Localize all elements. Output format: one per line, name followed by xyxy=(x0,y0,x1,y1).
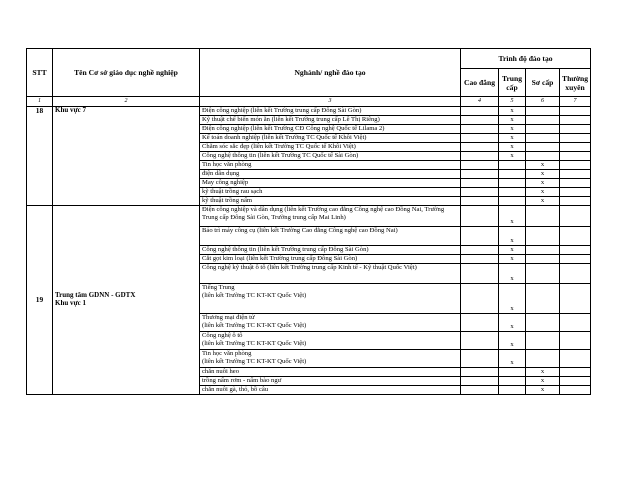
level-cell: x xyxy=(499,206,526,227)
major-cell: Tin học văn phòng xyxy=(200,161,461,170)
level-cell xyxy=(526,143,560,152)
level-cell xyxy=(526,264,560,284)
school-name: Trung tâm GDNN - GDTX xyxy=(55,291,136,300)
school-cell xyxy=(53,107,200,206)
level-cell xyxy=(560,377,591,386)
level-cell xyxy=(560,143,591,152)
major-cell: May công nghiệp xyxy=(200,179,461,188)
major-cell: Điện công nghiệp (liên kết Trường trung cấp Đông Sài Gòn) xyxy=(200,107,461,116)
level-cell xyxy=(461,170,499,179)
index-cell: 6 xyxy=(526,97,560,107)
table-body xyxy=(27,107,591,395)
level-cell xyxy=(526,284,560,314)
level-cell xyxy=(461,134,499,143)
level-cell xyxy=(560,125,591,134)
level-cell xyxy=(526,246,560,255)
level-cell: x xyxy=(526,188,560,197)
major-cell: Bảo trì máy công cụ (liên kết Trường Cao đẳng Công nghệ cao Đồng Nai) xyxy=(200,227,461,246)
school-name: Khu vực 7 xyxy=(55,106,87,114)
table-row xyxy=(27,107,591,116)
index-cell: 4 xyxy=(461,97,499,107)
level-cell: x xyxy=(526,197,560,206)
index-cell: 3 xyxy=(200,97,461,107)
level-cell xyxy=(461,227,499,246)
level-cell xyxy=(499,368,526,377)
major-cell: chăn nuôi gà, thỏ, bồ câu xyxy=(200,386,461,395)
level-cell: x xyxy=(499,125,526,134)
level-cell: x xyxy=(499,255,526,264)
level-cell xyxy=(499,386,526,395)
level-cell xyxy=(461,107,499,116)
level-cell xyxy=(461,246,499,255)
major-cell: Tin học văn phòng (liên kết Trường TC KT-KT Quốc Việt) xyxy=(200,350,461,368)
level-cell xyxy=(461,188,499,197)
level-cell xyxy=(526,134,560,143)
level-cell xyxy=(560,227,591,246)
header-school: Tên Cơ sở giáo dục nghề nghiệp xyxy=(53,49,200,97)
major-cell: Chăm sóc sắc đẹp (liên kết Trường TC Quốc tế Khôi Việt) xyxy=(200,143,461,152)
level-cell xyxy=(526,255,560,264)
level-cell: x xyxy=(499,332,526,350)
header-level-group: Trình độ đào tạo xyxy=(461,49,591,69)
level-cell xyxy=(560,314,591,332)
level-cell xyxy=(461,368,499,377)
level-cell: x xyxy=(499,116,526,125)
major-cell: Thương mại điện tử (liên kết Trường TC KT-KT Quốc Việt) xyxy=(200,314,461,332)
header-level-trung-cap: Trung cấp xyxy=(499,69,526,97)
level-cell: x xyxy=(526,179,560,188)
stt-cell: 18 xyxy=(27,107,53,206)
index-cell: 1 xyxy=(27,97,53,107)
level-cell: x xyxy=(526,377,560,386)
level-cell xyxy=(461,264,499,284)
level-cell: x xyxy=(499,143,526,152)
level-cell xyxy=(461,143,499,152)
major-cell: Điện công nghiệp (liên kết Trường CĐ Công nghệ Quốc tế Lilama 2) xyxy=(200,125,461,134)
school-area: Khu vực 1 xyxy=(55,299,87,307)
level-cell xyxy=(526,116,560,125)
index-row xyxy=(27,97,591,107)
level-cell xyxy=(461,197,499,206)
level-cell xyxy=(499,179,526,188)
level-cell xyxy=(560,264,591,284)
level-cell: x xyxy=(499,227,526,246)
index-cell: 7 xyxy=(560,97,591,107)
level-cell xyxy=(461,332,499,350)
level-cell xyxy=(461,255,499,264)
level-cell xyxy=(499,188,526,197)
level-cell: x xyxy=(499,134,526,143)
level-cell xyxy=(526,227,560,246)
level-cell xyxy=(560,197,591,206)
level-cell: x xyxy=(526,170,560,179)
major-cell: Tiếng Trung (liên kết Trường TC KT-KT Quốc Việt) xyxy=(200,284,461,314)
level-cell xyxy=(461,125,499,134)
major-cell: trồng nấm rơm - nấm bào ngư xyxy=(200,377,461,386)
major-cell: kỹ thuật trồng nấm xyxy=(200,197,461,206)
level-cell xyxy=(560,368,591,377)
level-cell xyxy=(461,386,499,395)
level-cell xyxy=(560,246,591,255)
level-cell xyxy=(526,206,560,227)
major-cell: điện dân dụng xyxy=(200,170,461,179)
level-cell xyxy=(461,179,499,188)
school-cell xyxy=(53,206,200,395)
header-stt: STT xyxy=(27,49,53,97)
training-table xyxy=(26,48,591,395)
index-cell: 2 xyxy=(53,97,200,107)
major-cell: chăn nuôi heo xyxy=(200,368,461,377)
level-cell xyxy=(526,107,560,116)
level-cell xyxy=(560,134,591,143)
major-cell: Điện công nghiệp và dân dụng (liên kết Trường cao đẳng Công nghệ cao Đồng Nai, Trường Trung cấp Đông Sài Gòn, Trường trung cấp Mai Linh) xyxy=(200,206,461,227)
level-cell xyxy=(499,161,526,170)
level-cell xyxy=(526,332,560,350)
major-cell: Kỹ thuật chế biến món ăn (liên kết Trường trung cấp Lê Thị Riêng) xyxy=(200,116,461,125)
major-cell: Công nghệ ô tô (liên kết Trường TC KT-KT Quốc Việt) xyxy=(200,332,461,350)
level-cell xyxy=(560,107,591,116)
level-cell xyxy=(499,197,526,206)
table-row xyxy=(27,206,591,227)
header-level-so-cap: Sơ cấp xyxy=(526,69,560,97)
level-cell xyxy=(526,152,560,161)
major-cell: Kế toán doanh nghiệp (liên kết Trường TC Quốc tế Khôi Việt) xyxy=(200,134,461,143)
level-cell: x xyxy=(499,152,526,161)
level-cell xyxy=(461,350,499,368)
level-cell: x xyxy=(499,284,526,314)
header-level-cao-dang: Cao đẳng xyxy=(461,69,499,97)
level-cell xyxy=(461,284,499,314)
level-cell: x xyxy=(499,246,526,255)
header-level-thuong-xuyen: Thường xuyên xyxy=(560,69,591,97)
level-cell: x xyxy=(526,161,560,170)
level-cell xyxy=(560,332,591,350)
index-cell: 5 xyxy=(499,97,526,107)
major-cell: Công nghệ thông tin (liên kết Trường TC Quốc tế Sài Gòn) xyxy=(200,152,461,161)
level-cell: x xyxy=(499,264,526,284)
major-cell: Công nghệ kỹ thuật ô tô (liên kết Trường trung cấp Kinh tế - Kỹ thuật Quốc Việt) xyxy=(200,264,461,284)
level-cell xyxy=(499,377,526,386)
level-cell xyxy=(526,125,560,134)
level-cell xyxy=(526,314,560,332)
level-cell xyxy=(560,386,591,395)
level-cell xyxy=(560,152,591,161)
level-cell: x xyxy=(499,107,526,116)
level-cell xyxy=(499,170,526,179)
level-cell: x xyxy=(499,314,526,332)
major-cell: kỹ thuật trồng rau sạch xyxy=(200,188,461,197)
major-cell: Công nghệ thông tin (liên kết Trường trung cấp Đông Sài Gòn) xyxy=(200,246,461,255)
level-cell xyxy=(560,350,591,368)
level-cell xyxy=(560,179,591,188)
level-cell xyxy=(560,284,591,314)
level-cell xyxy=(461,152,499,161)
header-major: Nghành/ nghề đào tạo xyxy=(200,49,461,97)
level-cell xyxy=(560,206,591,227)
level-cell: x xyxy=(499,350,526,368)
level-cell xyxy=(526,350,560,368)
level-cell xyxy=(560,188,591,197)
level-cell xyxy=(560,116,591,125)
level-cell xyxy=(461,377,499,386)
level-cell xyxy=(461,314,499,332)
level-cell xyxy=(461,206,499,227)
level-cell xyxy=(560,161,591,170)
level-cell xyxy=(461,116,499,125)
level-cell: x xyxy=(526,386,560,395)
level-cell xyxy=(560,255,591,264)
level-cell xyxy=(461,161,499,170)
level-cell: x xyxy=(526,368,560,377)
stt-cell: 19 xyxy=(27,206,53,395)
level-cell xyxy=(560,170,591,179)
major-cell: Cắt gọt kim loại (liên kết Trường trung cấp Đông Sài Gòn) xyxy=(200,255,461,264)
